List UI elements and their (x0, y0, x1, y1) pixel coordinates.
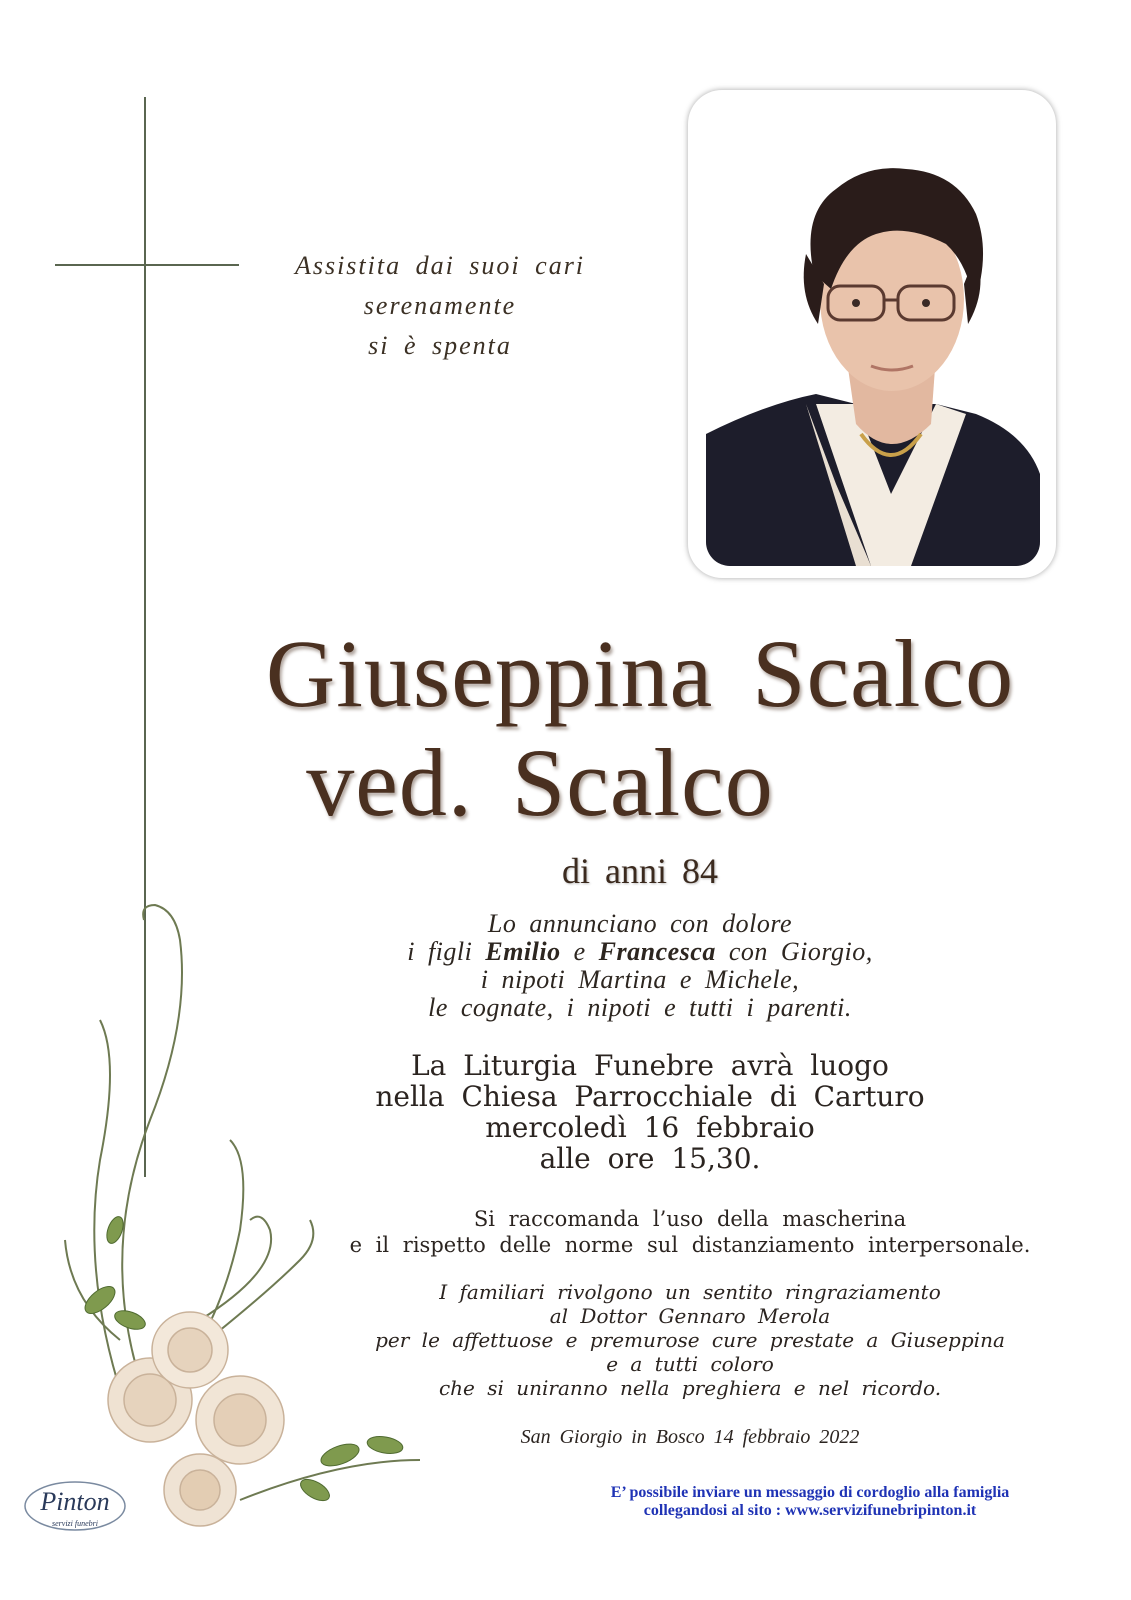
intro-text (270, 246, 610, 366)
child-name: Emilio (485, 937, 561, 966)
thanks-line: I familiari rivolgono un sentito ringraziamento (439, 1280, 941, 1304)
logo-tagline: servizi funebri (52, 1519, 98, 1528)
intro-line: serenamente (363, 291, 517, 320)
portrait-photo (706, 104, 1040, 566)
thanks-line: per le affettuose e premurose cure prestate a Giuseppina (375, 1328, 1005, 1352)
mask-line: Si raccomanda l’uso della mascherina (473, 1207, 907, 1231)
intro-line: Assistita dai suoi cari (294, 251, 586, 280)
thanks-line: che si uniranno nella preghiera e nel ricordo. (438, 1376, 942, 1400)
portrait-illustration (706, 104, 1040, 566)
mask-line: e il rispetto delle norme sul distanziamento interpersonale. (349, 1233, 1031, 1257)
deceased-name: Giuseppina Scalco (265, 620, 1015, 727)
condolence-line: E’ possibile inviare un messaggio di cordoglio alla famiglia (610, 1484, 1010, 1501)
deceased-married-name: ved. Scalco (306, 729, 774, 836)
announce-text: con Giorgio, (715, 937, 873, 966)
intro-line: si è spenta (368, 331, 512, 360)
announce-line: Lo annunciano con dolore (487, 909, 793, 938)
announce-line: i nipoti Martina e Michele, (480, 965, 800, 994)
child-name: Francesca (598, 937, 716, 966)
deceased-age: di anni 84 (562, 851, 718, 891)
thanks-line: e a tutti coloro (606, 1352, 774, 1376)
condolence-note (540, 1484, 1080, 1520)
announce-text: i figli (407, 937, 486, 966)
pinton-logo (20, 1470, 130, 1540)
cross-icon-bar (55, 264, 239, 266)
thanks-line: al Dottor Gennaro Merola (549, 1304, 831, 1328)
liturgy-line: alle ore 15,30. (539, 1142, 761, 1175)
announce-line: le cognate, i nipoti e tutti i parenti. (428, 993, 852, 1022)
liturgy-line: La Liturgia Funebre avrà luogo (411, 1049, 889, 1082)
announce-text: e (560, 937, 599, 966)
liturgy-line: mercoledì 16 febbraio (485, 1111, 815, 1144)
logo-name: Pinton (40, 1487, 110, 1516)
condolence-link[interactable]: collegandosi al sito : www.servizifunebripinton.it (643, 1502, 977, 1519)
liturgy-line: nella Chiesa Parrocchiale di Carturo (375, 1080, 925, 1113)
place-date: San Giorgio in Bosco 14 febbraio 2022 (520, 1426, 860, 1448)
